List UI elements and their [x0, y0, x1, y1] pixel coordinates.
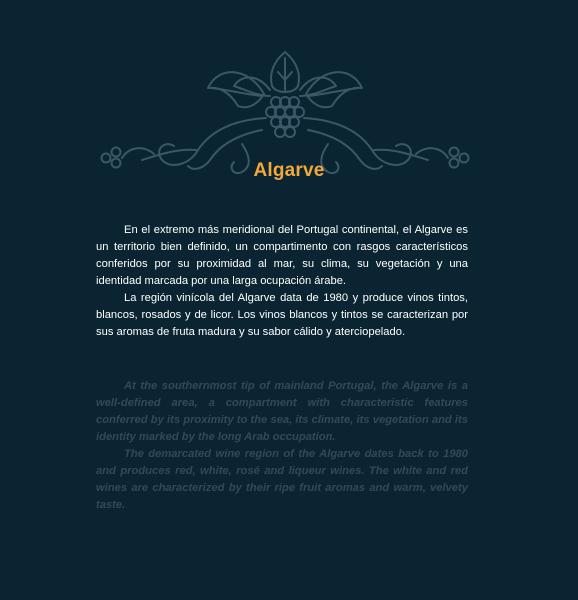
page-title: Algarve: [253, 160, 325, 181]
english-text-block: [96, 378, 468, 514]
spanish-paragraph: En el extremo más meridional del Portugal continental, el Algarve es un territorio bien definido, un compartimento con rasgos característicos conferidos por su proximidad al mar, su clima, su vegetación y una identidad marcada por una larga ocupación árabe.: [96, 224, 468, 287]
english-paragraph: The demarcated wine region of the Algarve dates back to 1980 and produces red, white, rosé and liqueur wines. The white and red wines are characterized by their ripe fruit aromas and warm, velvety taste.: [96, 448, 468, 511]
spanish-text-block: [96, 222, 468, 341]
spanish-paragraph: La región vinícola del Algarve data de 1980 y produce vinos tintos, blancos, rosados y de licor. Los vinos blancos y tintos se caracterizan por sus aromas de fruta madura y su sabor cálido y aterciopelado.: [96, 292, 468, 338]
english-paragraph: At the southernmost tip of mainland Portugal, the Algarve is a well-defined area, a compartment with characteristic features conferred by its proximity to the sea, its climate, its vegetation and its identity marked by the long Arab occupation.: [96, 380, 468, 443]
